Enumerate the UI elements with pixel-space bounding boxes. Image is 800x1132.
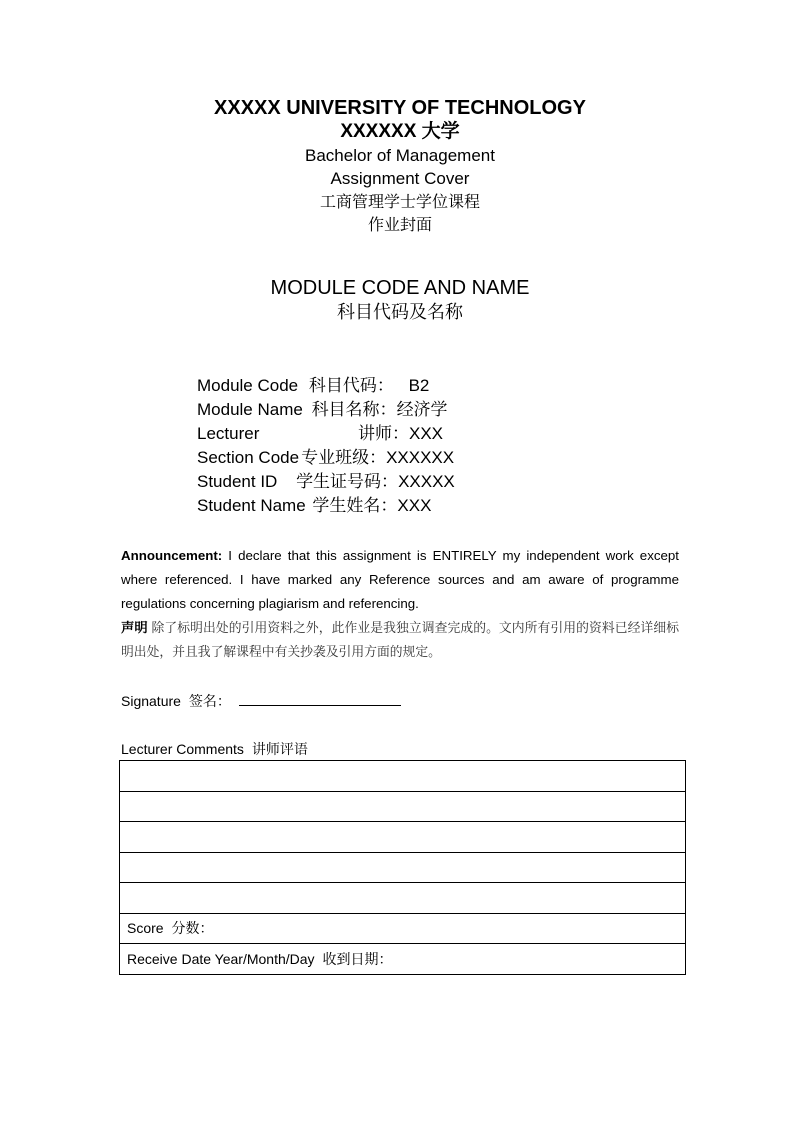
comment-cell[interactable] — [120, 822, 686, 853]
module-heading — [0, 276, 800, 325]
module-code-label-cn: 科目代码： — [308, 376, 394, 395]
student-id-label: Student ID — [197, 472, 278, 491]
comment-cell[interactable] — [120, 883, 686, 914]
announcement — [121, 544, 679, 664]
module-name-value: 经济学 — [396, 400, 448, 419]
receive-date-label: Receive Date Year/Month/Day — [127, 950, 315, 967]
university-name: XXXXX UNIVERSITY OF TECHNOLOGY — [214, 97, 586, 119]
section-code-value: XXXXXX — [386, 448, 455, 467]
signature-label-cn: 签名： — [188, 693, 231, 709]
student-id-row — [197, 470, 647, 494]
comment-cell[interactable] — [120, 852, 686, 883]
section-code-label: Section Code — [197, 448, 300, 467]
lecturer-label: Lecturer — [197, 424, 260, 443]
document-type: Assignment Cover — [330, 169, 470, 188]
score-cell[interactable] — [120, 913, 686, 944]
signature-line[interactable] — [239, 691, 401, 706]
lecturer-comments-label-cn: 讲师评语 — [251, 741, 308, 757]
comment-cell[interactable] — [120, 791, 686, 822]
comment-row — [120, 852, 686, 883]
module-code-label: Module Code — [197, 376, 299, 395]
document-type-cn: 作业封面 — [367, 215, 432, 234]
module-heading-title: MODULE CODE AND NAME — [270, 277, 530, 299]
student-details — [197, 374, 647, 518]
announcement-en — [121, 544, 679, 616]
cover-header — [0, 96, 800, 236]
module-name-label-cn: 科目名称： — [311, 400, 397, 419]
comment-row — [120, 791, 686, 822]
section-code-label-cn: 专业班级： — [301, 448, 387, 467]
signature-field — [121, 690, 401, 712]
module-heading-title-cn: 科目代码及名称 — [337, 302, 463, 323]
signature-label: Signature — [121, 693, 181, 709]
student-name-value: XXX — [397, 496, 432, 515]
receive-date-cell[interactable] — [120, 944, 686, 975]
lecturer-comments-heading — [121, 739, 308, 759]
lecturer-value: XXX — [409, 424, 444, 443]
lecturer-comments-label: Lecturer Comments — [121, 741, 244, 757]
receive-date-row — [120, 944, 686, 975]
module-code-row — [197, 374, 647, 398]
student-name-row — [197, 494, 647, 518]
announcement-label-cn: 声明 — [121, 620, 148, 635]
announcement-cn — [121, 616, 679, 664]
degree-name: Bachelor of Management — [305, 146, 495, 165]
university-name-cn: XXXXXX 大学 — [340, 121, 460, 142]
score-label: Score — [127, 920, 164, 937]
score-row — [120, 913, 686, 944]
comment-row — [120, 822, 686, 853]
student-name-label-cn: 学生姓名： — [312, 496, 398, 515]
announcement-text: I declare that this assignment is ENTIRELY my independent work except where referenced. I have marked any Reference sources and am aware of programme regulations concerning plagiarism and referencing. — [121, 548, 679, 611]
degree-name-cn: 工商管理学士学位课程 — [319, 192, 480, 211]
student-name-label: Student Name — [197, 496, 306, 515]
comment-cell[interactable] — [120, 761, 686, 792]
score-label-cn: 分数： — [171, 920, 214, 937]
module-code-value: B2 — [408, 376, 430, 395]
comment-row — [120, 761, 686, 792]
student-id-value: XXXXX — [398, 472, 455, 491]
lecturer-row — [197, 422, 647, 446]
receive-date-label-cn: 收到日期： — [322, 950, 393, 967]
section-code-row — [197, 446, 647, 470]
module-name-row — [197, 398, 647, 422]
student-id-label-cn: 学生证号码： — [296, 472, 399, 491]
lecturer-label-cn: 讲师： — [358, 424, 409, 443]
comment-row — [120, 883, 686, 914]
module-name-label: Module Name — [197, 400, 303, 419]
announcement-label: Announcement: — [121, 548, 223, 563]
lecturer-comments-table — [119, 760, 686, 975]
announcement-text-cn: 除了标明出处的引用资料之外，此作业是我独立调查完成的。文内所有引用的资料已经详细标明出处，并且我了解课程中有关抄袭及引用方面的规定。 — [121, 620, 680, 659]
